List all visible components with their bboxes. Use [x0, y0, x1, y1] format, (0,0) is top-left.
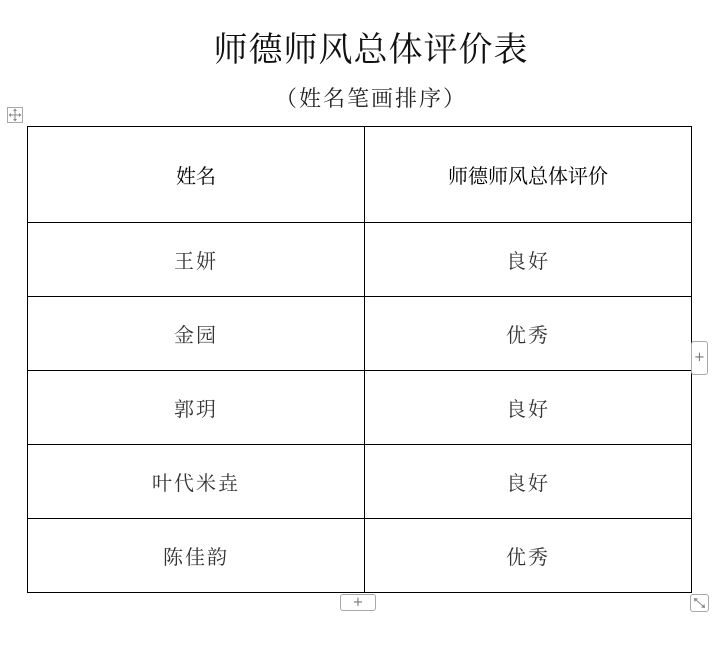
- document-subtitle: （姓名笔画排序）: [274, 87, 467, 112]
- table-row: [28, 519, 692, 593]
- table-move-handle[interactable]: [7, 107, 23, 123]
- table-row: [28, 297, 692, 371]
- cell-name[interactable]: 金园: [28, 297, 365, 371]
- cell-evaluation[interactable]: 良好: [365, 223, 692, 297]
- move-arrows-icon: [8, 108, 22, 122]
- table-header-row: [28, 127, 692, 223]
- cell-evaluation[interactable]: 优秀: [365, 297, 692, 371]
- cell-name[interactable]: 陈佳韵: [28, 519, 365, 593]
- cell-name[interactable]: 王妍: [28, 223, 365, 297]
- header-evaluation[interactable]: 师德师风总体评价: [365, 127, 692, 223]
- evaluation-table: [27, 126, 692, 593]
- cell-evaluation[interactable]: 良好: [365, 371, 692, 445]
- cell-evaluation[interactable]: 优秀: [365, 519, 692, 593]
- add-row-button[interactable]: +: [340, 594, 376, 611]
- cell-name[interactable]: 郭玥: [28, 371, 365, 445]
- header-name[interactable]: 姓名: [28, 127, 365, 223]
- add-column-button[interactable]: +: [691, 341, 708, 375]
- table-resize-handle[interactable]: [690, 594, 709, 612]
- table-row: [28, 371, 692, 445]
- document-title: 师德师风总体评价表: [213, 30, 529, 70]
- table-row: [28, 445, 692, 519]
- table-row: [28, 223, 692, 297]
- cell-evaluation[interactable]: 良好: [365, 445, 692, 519]
- cell-name[interactable]: 叶代米垚: [28, 445, 365, 519]
- resize-diagonal-icon: [691, 595, 708, 611]
